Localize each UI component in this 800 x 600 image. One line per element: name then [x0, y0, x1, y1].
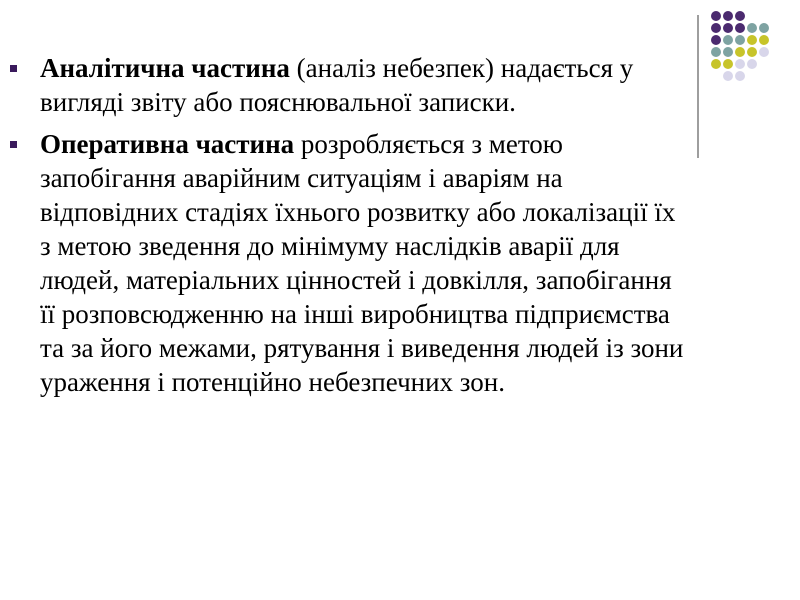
decorative-dot-purple [711, 11, 721, 21]
decorative-dot-lavender [747, 59, 757, 69]
decorative-dot-teal [759, 23, 769, 33]
slide-content [10, 51, 690, 399]
bullet-item-analytical [10, 51, 690, 119]
decorative-dot-purple [723, 11, 733, 21]
decorative-dot-purple [735, 23, 745, 33]
bullet-term: Оперативна частина [40, 129, 295, 159]
decorative-dot-olive [735, 47, 745, 57]
bullet-item-operational [10, 127, 690, 399]
square-bullet-icon [10, 65, 17, 72]
decorative-dot-olive [723, 59, 733, 69]
vertical-divider [697, 15, 699, 158]
decorative-dot-teal [747, 23, 757, 33]
decorative-dot-olive [759, 35, 769, 45]
decorative-dot-teal [735, 35, 745, 45]
decorative-dot-lavender [735, 59, 745, 69]
decorative-dot-olive [747, 35, 757, 45]
decorative-dot-olive [711, 59, 721, 69]
decorative-dot-grid [711, 11, 771, 127]
decorative-dot-teal [723, 47, 733, 57]
decorative-dot-purple [723, 23, 733, 33]
decorative-dot-olive [747, 47, 757, 57]
decorative-dot-teal [723, 35, 733, 45]
bullet-text: (аналіз небезпек) надається у вигляді звіту або пояснювальної записки. [40, 53, 634, 117]
bullet-text: розробляється з метою запобігання аварійним ситуаціям і аваріям на відповідних стадіях їхнього розвитку або локалізації їх з метою зведення до мінімуму наслідків аварії для людей, матеріальних цінностей і довкілля, запобігання її розповсюдженню на інші виробництва підприємства та за його межами, рятування і виведення людей із зони ураження і потенційно небезпечних зон. [40, 129, 684, 397]
decorative-dot-purple [735, 11, 745, 21]
decorative-dot-purple [711, 35, 721, 45]
decorative-dot-purple [711, 23, 721, 33]
decorative-dot-lavender [735, 71, 745, 81]
square-bullet-icon [10, 141, 17, 148]
decorative-dot-lavender [723, 71, 733, 81]
bullet-term: Аналітична частина [40, 53, 290, 83]
decorative-dot-teal [711, 47, 721, 57]
decorative-dot-lavender [759, 47, 769, 57]
